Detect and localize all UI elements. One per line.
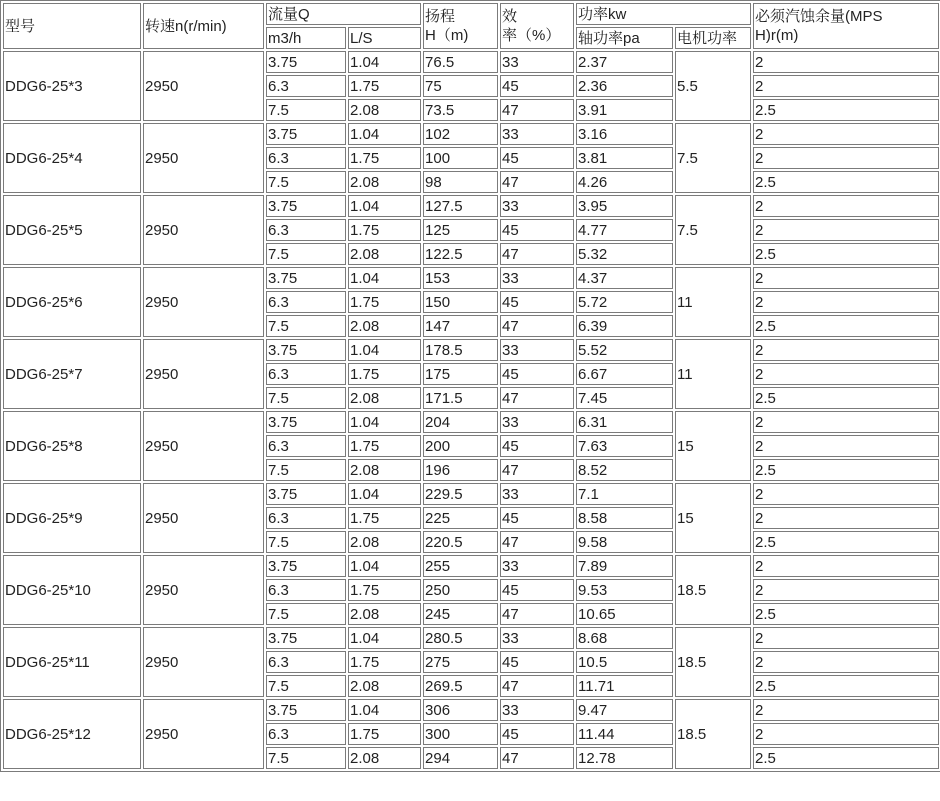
flow-ls-cell: 1.04 [348,483,421,505]
header-motor-power: 电机功率 [675,27,751,49]
npsh-cell: 2 [753,219,939,241]
npsh-cell: 2 [753,411,939,433]
speed-cell: 2950 [143,699,264,769]
efficiency-cell: 47 [500,99,574,121]
efficiency-cell: 45 [500,147,574,169]
flow-ls-cell: 1.04 [348,267,421,289]
shaft-power-cell: 9.53 [576,579,673,601]
flow-ls-cell: 1.75 [348,147,421,169]
head-cell: 150 [423,291,498,313]
npsh-cell: 2.5 [753,243,939,265]
flow-m3h-cell: 6.3 [266,579,346,601]
table-row [3,699,939,721]
flow-ls-cell: 1.75 [348,219,421,241]
flow-ls-cell: 1.75 [348,579,421,601]
efficiency-cell: 33 [500,51,574,73]
header-model: 型号 [3,3,141,49]
npsh-cell: 2 [753,291,939,313]
model-cell: DDG6-25*9 [3,483,141,553]
flow-ls-cell: 1.75 [348,651,421,673]
model-cell: DDG6-25*11 [3,627,141,697]
npsh-cell: 2 [753,483,939,505]
shaft-power-cell: 3.95 [576,195,673,217]
flow-ls-cell: 1.04 [348,339,421,361]
flow-ls-cell: 2.08 [348,531,421,553]
shaft-power-cell: 2.36 [576,75,673,97]
flow-m3h-cell: 6.3 [266,219,346,241]
flow-ls-cell: 2.08 [348,387,421,409]
flow-m3h-cell: 6.3 [266,363,346,385]
motor-power-cell: 7.5 [675,195,751,265]
npsh-cell: 2 [753,75,939,97]
shaft-power-cell: 8.58 [576,507,673,529]
header-head-line1: 扬程 [425,8,456,25]
npsh-cell: 2 [753,555,939,577]
flow-m3h-cell: 7.5 [266,531,346,553]
table-body [3,51,939,769]
flow-ls-cell: 1.75 [348,75,421,97]
shaft-power-cell: 6.31 [576,411,673,433]
efficiency-cell: 47 [500,531,574,553]
header-npsh [753,3,939,49]
efficiency-cell: 33 [500,195,574,217]
shaft-power-cell: 10.5 [576,651,673,673]
table-row [3,51,939,73]
shaft-power-cell: 3.16 [576,123,673,145]
flow-ls-cell: 1.04 [348,627,421,649]
flow-ls-cell: 1.75 [348,723,421,745]
speed-cell: 2950 [143,483,264,553]
flow-m3h-cell: 3.75 [266,483,346,505]
shaft-power-cell: 3.81 [576,147,673,169]
efficiency-cell: 33 [500,627,574,649]
head-cell: 275 [423,651,498,673]
npsh-cell: 2 [753,627,939,649]
table-row [3,339,939,361]
shaft-power-cell: 7.45 [576,387,673,409]
head-cell: 127.5 [423,195,498,217]
table-row [3,411,939,433]
efficiency-cell: 45 [500,291,574,313]
header-flow-ls: L/S [348,27,421,49]
flow-m3h-cell: 3.75 [266,411,346,433]
shaft-power-cell: 4.37 [576,267,673,289]
table-row [3,627,939,649]
efficiency-cell: 45 [500,723,574,745]
head-cell: 269.5 [423,675,498,697]
flow-m3h-cell: 3.75 [266,267,346,289]
table-row [3,555,939,577]
efficiency-cell: 33 [500,267,574,289]
shaft-power-cell: 10.65 [576,603,673,625]
npsh-cell: 2 [753,195,939,217]
model-cell: DDG6-25*6 [3,267,141,337]
shaft-power-cell: 6.39 [576,315,673,337]
head-cell: 73.5 [423,99,498,121]
flow-m3h-cell: 7.5 [266,387,346,409]
header-head-line2: H（m) [425,27,469,44]
model-cell: DDG6-25*4 [3,123,141,193]
speed-cell: 2950 [143,627,264,697]
table-row [3,483,939,505]
efficiency-cell: 47 [500,171,574,193]
table-row [3,267,939,289]
head-cell: 245 [423,603,498,625]
shaft-power-cell: 8.68 [576,627,673,649]
flow-ls-cell: 1.75 [348,507,421,529]
head-cell: 200 [423,435,498,457]
flow-m3h-cell: 3.75 [266,123,346,145]
flow-m3h-cell: 6.3 [266,723,346,745]
flow-m3h-cell: 6.3 [266,507,346,529]
flow-m3h-cell: 7.5 [266,603,346,625]
flow-m3h-cell: 3.75 [266,195,346,217]
flow-ls-cell: 1.75 [348,363,421,385]
flow-m3h-cell: 3.75 [266,339,346,361]
efficiency-cell: 47 [500,387,574,409]
shaft-power-cell: 7.1 [576,483,673,505]
efficiency-cell: 47 [500,243,574,265]
efficiency-cell: 47 [500,675,574,697]
npsh-cell: 2 [753,507,939,529]
flow-ls-cell: 2.08 [348,243,421,265]
head-cell: 102 [423,123,498,145]
head-cell: 178.5 [423,339,498,361]
head-cell: 255 [423,555,498,577]
head-cell: 100 [423,147,498,169]
table-row [3,195,939,217]
flow-m3h-cell: 7.5 [266,99,346,121]
flow-m3h-cell: 6.3 [266,651,346,673]
head-cell: 122.5 [423,243,498,265]
flow-m3h-cell: 6.3 [266,291,346,313]
flow-m3h-cell: 7.5 [266,747,346,769]
flow-m3h-cell: 7.5 [266,675,346,697]
motor-power-cell: 18.5 [675,699,751,769]
npsh-cell: 2 [753,339,939,361]
model-cell: DDG6-25*10 [3,555,141,625]
npsh-cell: 2.5 [753,531,939,553]
head-cell: 98 [423,171,498,193]
head-cell: 229.5 [423,483,498,505]
npsh-cell: 2.5 [753,99,939,121]
flow-ls-cell: 2.08 [348,459,421,481]
efficiency-cell: 33 [500,123,574,145]
flow-m3h-cell: 7.5 [266,243,346,265]
head-cell: 153 [423,267,498,289]
head-cell: 220.5 [423,531,498,553]
motor-power-cell: 11 [675,339,751,409]
motor-power-cell: 5.5 [675,51,751,121]
motor-power-cell: 7.5 [675,123,751,193]
efficiency-cell: 33 [500,699,574,721]
npsh-cell: 2 [753,363,939,385]
speed-cell: 2950 [143,195,264,265]
flow-m3h-cell: 3.75 [266,627,346,649]
shaft-power-cell: 5.72 [576,291,673,313]
header-npsh-line2: H)r(m) [755,27,799,44]
flow-m3h-cell: 7.5 [266,315,346,337]
npsh-cell: 2 [753,51,939,73]
table-row [3,123,939,145]
shaft-power-cell: 9.58 [576,531,673,553]
head-cell: 75 [423,75,498,97]
header-efficiency-line1: 效 [502,8,518,25]
head-cell: 196 [423,459,498,481]
npsh-cell: 2.5 [753,459,939,481]
shaft-power-cell: 11.71 [576,675,673,697]
shaft-power-cell: 3.91 [576,99,673,121]
motor-power-cell: 18.5 [675,555,751,625]
flow-ls-cell: 2.08 [348,315,421,337]
npsh-cell: 2 [753,651,939,673]
flow-ls-cell: 1.04 [348,123,421,145]
efficiency-cell: 47 [500,747,574,769]
flow-ls-cell: 1.04 [348,195,421,217]
shaft-power-cell: 7.89 [576,555,673,577]
speed-cell: 2950 [143,339,264,409]
npsh-cell: 2.5 [753,675,939,697]
flow-ls-cell: 1.04 [348,555,421,577]
model-cell: DDG6-25*12 [3,699,141,769]
efficiency-cell: 33 [500,339,574,361]
header-flow-m3h: m3/h [266,27,346,49]
header-power: 功率kw [576,3,751,25]
motor-power-cell: 18.5 [675,627,751,697]
npsh-cell: 2 [753,147,939,169]
speed-cell: 2950 [143,51,264,121]
header-npsh-line1: 必须汽蚀余量(MPS [755,8,883,25]
head-cell: 76.5 [423,51,498,73]
flow-m3h-cell: 6.3 [266,75,346,97]
head-cell: 204 [423,411,498,433]
efficiency-cell: 45 [500,219,574,241]
head-cell: 125 [423,219,498,241]
npsh-cell: 2.5 [753,387,939,409]
efficiency-cell: 33 [500,411,574,433]
npsh-cell: 2 [753,699,939,721]
speed-cell: 2950 [143,267,264,337]
model-cell: DDG6-25*7 [3,339,141,409]
head-cell: 294 [423,747,498,769]
npsh-cell: 2 [753,267,939,289]
efficiency-cell: 45 [500,435,574,457]
flow-m3h-cell: 6.3 [266,147,346,169]
flow-ls-cell: 2.08 [348,99,421,121]
model-cell: DDG6-25*3 [3,51,141,121]
efficiency-cell: 45 [500,75,574,97]
npsh-cell: 2 [753,579,939,601]
shaft-power-cell: 2.37 [576,51,673,73]
efficiency-cell: 47 [500,603,574,625]
efficiency-cell: 33 [500,555,574,577]
efficiency-cell: 45 [500,579,574,601]
efficiency-cell: 47 [500,315,574,337]
npsh-cell: 2.5 [753,171,939,193]
head-cell: 147 [423,315,498,337]
header-shaft-power: 轴功率pa [576,27,673,49]
npsh-cell: 2 [753,435,939,457]
header-flow: 流量Q [266,3,421,25]
flow-ls-cell: 2.08 [348,603,421,625]
motor-power-cell: 15 [675,483,751,553]
flow-ls-cell: 2.08 [348,675,421,697]
flow-ls-cell: 2.08 [348,171,421,193]
shaft-power-cell: 9.47 [576,699,673,721]
npsh-cell: 2 [753,123,939,145]
flow-m3h-cell: 3.75 [266,51,346,73]
shaft-power-cell: 12.78 [576,747,673,769]
flow-ls-cell: 2.08 [348,747,421,769]
flow-ls-cell: 1.75 [348,435,421,457]
model-cell: DDG6-25*8 [3,411,141,481]
flow-m3h-cell: 3.75 [266,699,346,721]
efficiency-cell: 45 [500,507,574,529]
table-header [3,3,939,49]
npsh-cell: 2.5 [753,315,939,337]
shaft-power-cell: 5.52 [576,339,673,361]
shaft-power-cell: 7.63 [576,435,673,457]
head-cell: 171.5 [423,387,498,409]
flow-m3h-cell: 6.3 [266,435,346,457]
flow-ls-cell: 1.75 [348,291,421,313]
flow-ls-cell: 1.04 [348,51,421,73]
efficiency-cell: 45 [500,363,574,385]
header-efficiency-line2: 率（%） [502,27,561,44]
flow-ls-cell: 1.04 [348,411,421,433]
motor-power-cell: 11 [675,267,751,337]
head-cell: 250 [423,579,498,601]
shaft-power-cell: 4.26 [576,171,673,193]
head-cell: 300 [423,723,498,745]
shaft-power-cell: 11.44 [576,723,673,745]
efficiency-cell: 33 [500,483,574,505]
shaft-power-cell: 5.32 [576,243,673,265]
head-cell: 225 [423,507,498,529]
efficiency-cell: 47 [500,459,574,481]
speed-cell: 2950 [143,411,264,481]
head-cell: 280.5 [423,627,498,649]
npsh-cell: 2.5 [753,603,939,625]
header-efficiency [500,3,574,49]
shaft-power-cell: 6.67 [576,363,673,385]
flow-ls-cell: 1.04 [348,699,421,721]
efficiency-cell: 45 [500,651,574,673]
speed-cell: 2950 [143,123,264,193]
npsh-cell: 2.5 [753,747,939,769]
header-speed: 转速n(r/min) [143,3,264,49]
head-cell: 175 [423,363,498,385]
motor-power-cell: 15 [675,411,751,481]
flow-m3h-cell: 7.5 [266,171,346,193]
flow-m3h-cell: 7.5 [266,459,346,481]
shaft-power-cell: 4.77 [576,219,673,241]
flow-m3h-cell: 3.75 [266,555,346,577]
shaft-power-cell: 8.52 [576,459,673,481]
npsh-cell: 2 [753,723,939,745]
model-cell: DDG6-25*5 [3,195,141,265]
speed-cell: 2950 [143,555,264,625]
head-cell: 306 [423,699,498,721]
header-head [423,3,498,49]
